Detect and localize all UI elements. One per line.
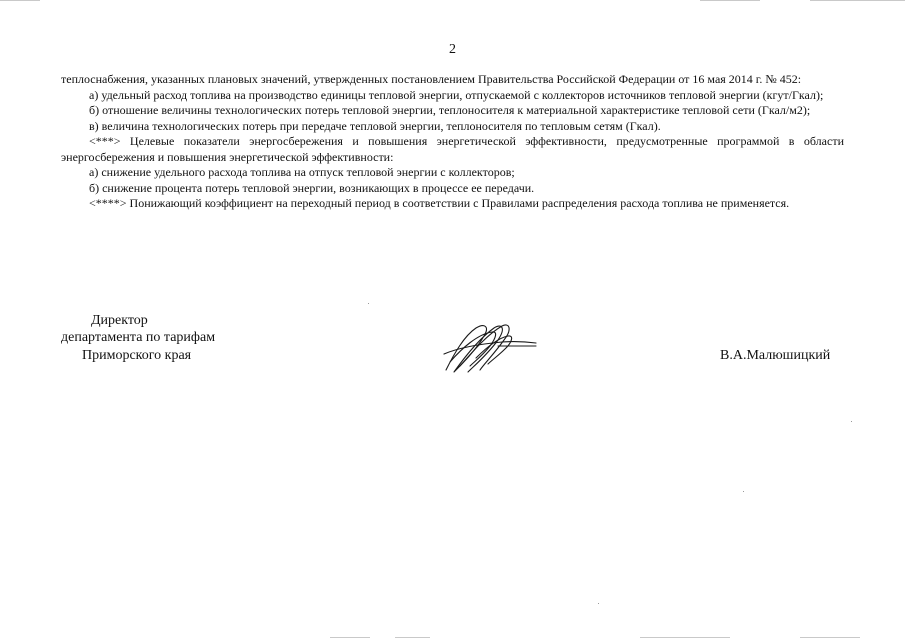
signatory-position-line2: департамента по тарифам (61, 330, 216, 345)
scan-artifact-line (700, 0, 760, 1)
scan-artifact-line (800, 637, 860, 638)
footnote-4-star: <****> Понижающий коэффициент на переходный период в соответствии с Правилами распределения расхода топлива не применяется. (89, 196, 790, 210)
paragraph-target-a: а) снижение удельного расхода топлива на отпуск тепловой энергии с коллекторов; (89, 165, 515, 179)
handwritten-signature (440, 318, 550, 378)
scan-artifact-line (640, 637, 730, 638)
scan-artifact-line (395, 637, 430, 638)
signatory-name: В.А.Малюшицкий (720, 348, 831, 363)
scan-speck (368, 303, 369, 304)
scan-artifact-line (330, 637, 370, 638)
signatory-position-line3: Приморского края (82, 348, 192, 363)
paragraph-target-b: б) снижение процента потерь тепловой энергии, возникающих в процессе ее передачи. (89, 180, 535, 195)
scan-speck (598, 603, 599, 604)
signatory-position-line1: Директор (91, 313, 148, 328)
paragraph-item-a: а) удельный расход топлива на производство единицы тепловой энергии, отпускаемой с коллекторов источников тепловой энергии (кгут/Гкал); (89, 87, 824, 102)
footnote-3-star: <***> Целевые показатели энергосбережения и повышения энергетической эффективности, предусмотренные программой в области энергосбережения и повышения энергетической эффективности: (61, 134, 844, 164)
document-body (61, 72, 844, 212)
scan-artifact-line (810, 0, 905, 1)
scan-speck (851, 421, 852, 422)
scan-speck (743, 491, 744, 492)
page-number: 2 (449, 42, 456, 57)
paragraph-intro: теплоснабжения, указанных плановых значений, утвержденных постановлением Правительства Российской Федерации от 16 мая 2014 г. № 452: (61, 72, 802, 86)
scan-artifact-line (0, 0, 40, 1)
paragraph-item-v: в) величина технологических потерь при передаче тепловой энергии, теплоносителя по тепловым сетям (Гкал). (89, 118, 661, 133)
paragraph-item-b: б) отношение величины технологических потерь тепловой энергии, теплоносителя к материальной характеристике тепловой сети (Гкал/м2); (89, 103, 811, 117)
